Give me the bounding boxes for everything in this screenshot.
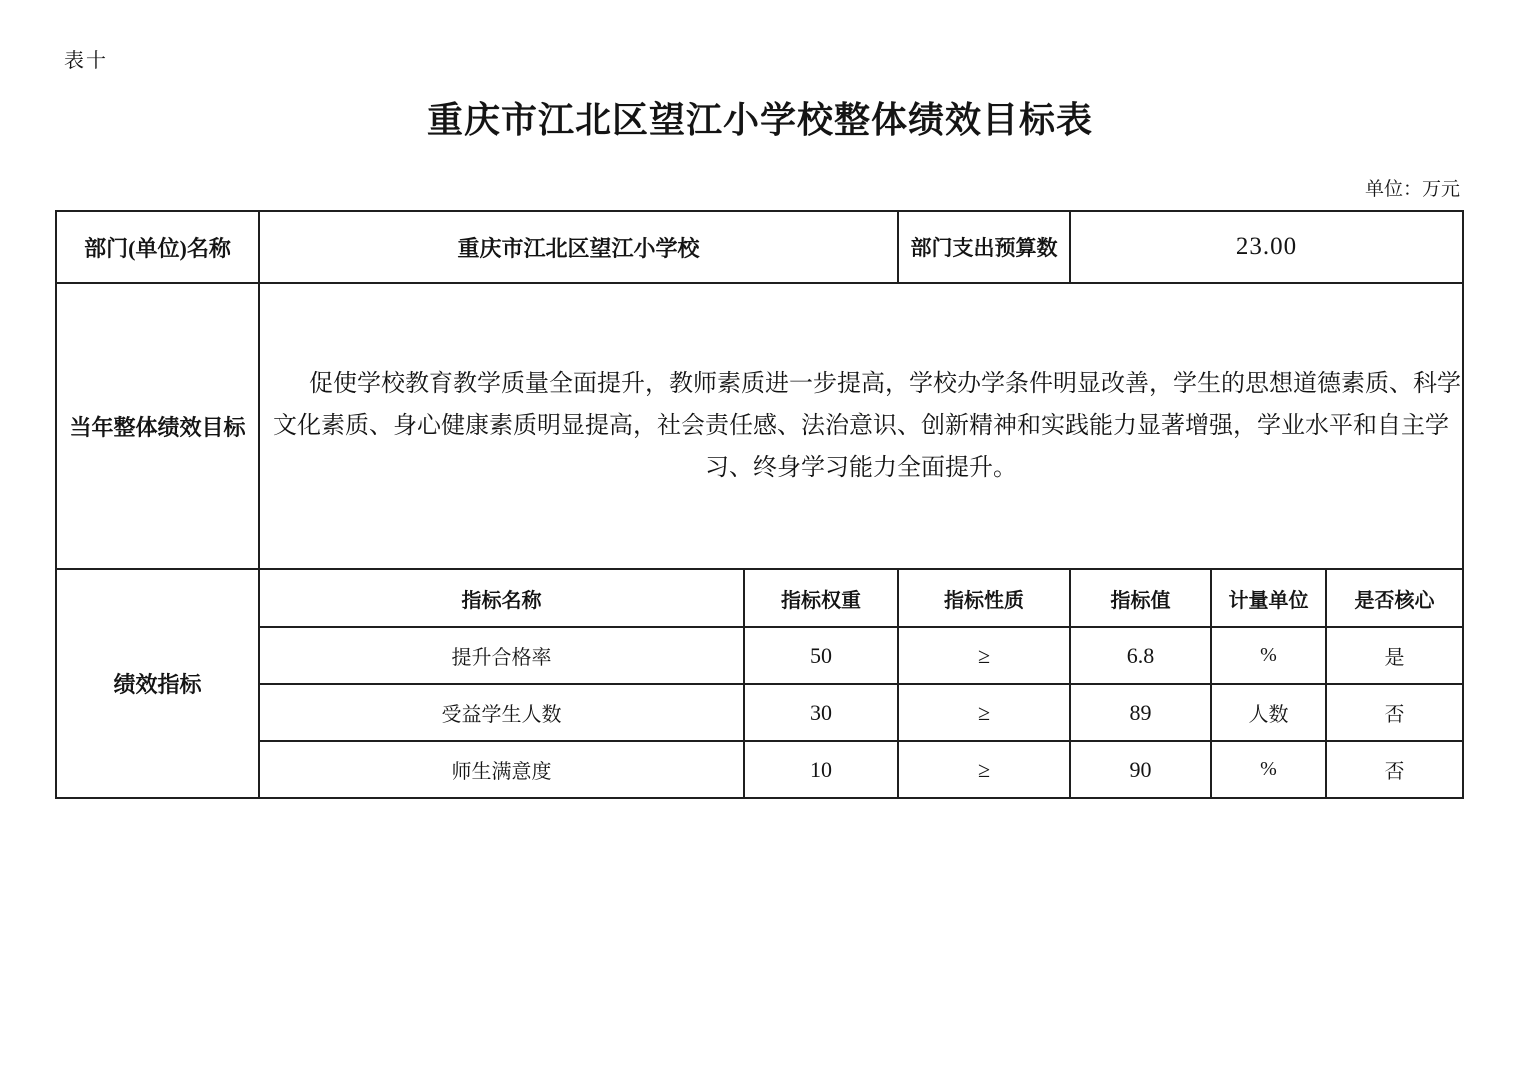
indicator-weight: 30 [744, 684, 898, 741]
goal-text-cell [259, 283, 1463, 569]
is-core: 是 [1326, 627, 1463, 684]
indicator-value: 90 [1070, 741, 1211, 798]
budget-label: 部门支出预算数 [898, 211, 1070, 283]
is-core: 否 [1326, 741, 1463, 798]
header-is-core: 是否核心 [1326, 569, 1463, 627]
measure-unit: % [1211, 627, 1326, 684]
table-row-indicator-header [56, 569, 1463, 627]
table-row-goal [56, 283, 1463, 569]
is-core: 否 [1326, 684, 1463, 741]
measure-unit: % [1211, 741, 1326, 798]
doc-label: 表十 [64, 50, 108, 72]
performance-target-table [55, 210, 1464, 799]
indicator-row [56, 684, 1463, 741]
indicator-name: 受益学生人数 [259, 684, 744, 741]
unit-note: 单位：万元 [1364, 179, 1460, 200]
page-title: 重庆市江北区望江小学校整体绩效目标表 [426, 100, 1093, 140]
header-indicator-name: 指标名称 [259, 569, 744, 627]
goal-label: 当年整体绩效目标 [56, 283, 259, 569]
measure-unit: 人数 [1211, 684, 1326, 741]
indicator-weight: 50 [744, 627, 898, 684]
indicator-weight: 10 [744, 741, 898, 798]
indicators-section-label: 绩效指标 [56, 569, 259, 798]
header-indicator-nature: 指标性质 [898, 569, 1070, 627]
indicator-row [56, 741, 1463, 798]
indicator-name: 师生满意度 [259, 741, 744, 798]
table-row-department [56, 211, 1463, 283]
dept-name-value: 重庆市江北区望江小学校 [259, 211, 898, 283]
dept-name-label: 部门(单位)名称 [56, 211, 259, 283]
header-indicator-value: 指标值 [1070, 569, 1211, 627]
indicator-value: 89 [1070, 684, 1211, 741]
header-indicator-weight: 指标权重 [744, 569, 898, 627]
budget-value: 23.00 [1070, 211, 1463, 283]
indicator-nature: ≥ [898, 684, 1070, 741]
indicator-row [56, 627, 1463, 684]
indicator-value: 6.8 [1070, 627, 1211, 684]
header-measure-unit: 计量单位 [1211, 569, 1326, 627]
indicator-nature: ≥ [898, 627, 1070, 684]
indicator-name: 提升合格率 [259, 627, 744, 684]
indicator-nature: ≥ [898, 741, 1070, 798]
goal-text: 促使学校教育教学质量全面提升，教师素质进一步提高，学校办学条件明显改善，学生的思想道德素质、科学文化素质、身心健康素质明显提高，社会责任感、法治意识、创新精神和实践能力显著增强，学业水平和自主学习、终身学习能力全面提升。 [273, 371, 1462, 481]
